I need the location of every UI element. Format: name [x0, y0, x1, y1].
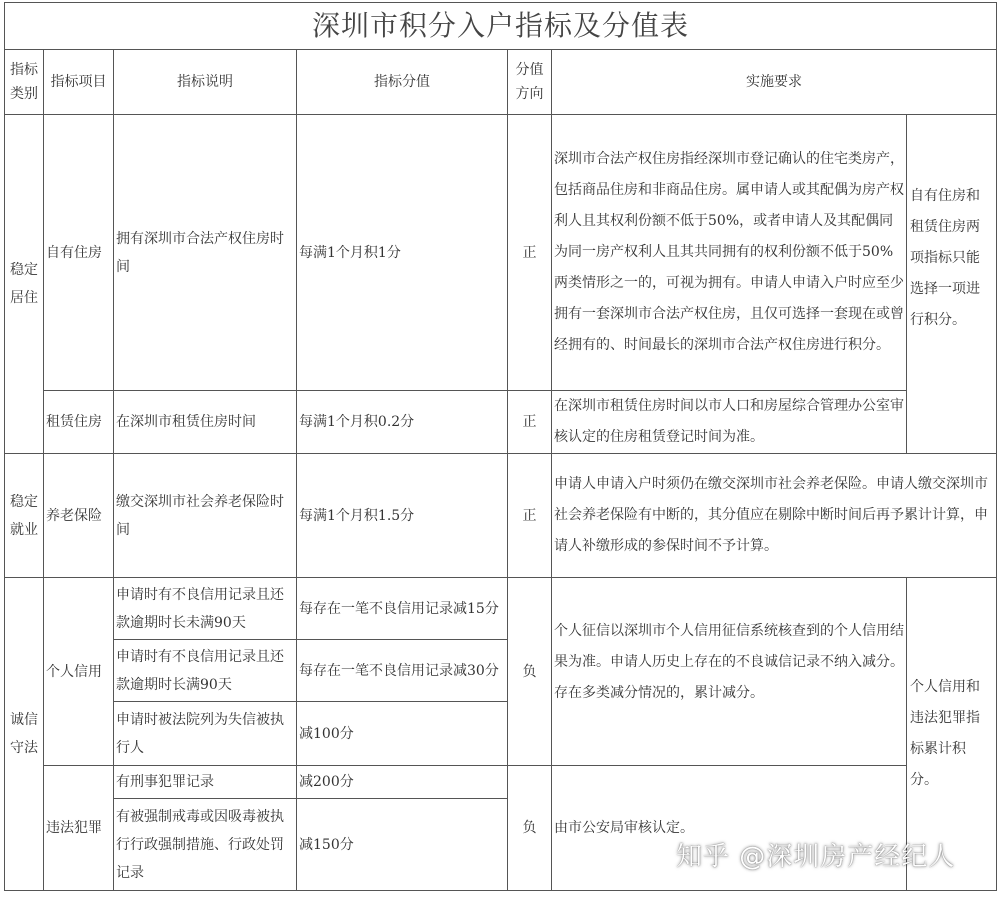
score-cell: 减100分 [297, 702, 508, 766]
score-table-sheet [4, 2, 996, 891]
header-description: 指标说明 [114, 50, 297, 115]
requirement-cell: 由市公安局审核认定。 [552, 766, 907, 891]
description-cell: 申请时有不良信用记录且还款逾期时长未满90天 [114, 578, 297, 640]
header-requirement: 实施要求 [552, 50, 997, 115]
description-cell: 有被强制戒毒或因吸毒被执行行政强制措施、行政处罚记录 [114, 799, 297, 891]
watermark-text: 知乎 @深圳房产经纪人 [676, 842, 956, 872]
table-row [5, 766, 997, 799]
requirement-cell: 申请人申请入户时须仍在缴交深圳市社会养老保险。申请人缴交深圳市社会养老保险有中断的，其分值应在剔除中断时间后再予累计计算，申请人补缴形成的参保时间不予计算。 [552, 454, 997, 578]
score-cell: 每满1个月积1分 [297, 115, 508, 391]
table-row [5, 578, 997, 640]
direction-cell: 正 [508, 115, 552, 391]
table-row [5, 454, 997, 578]
direction-cell: 负 [508, 766, 552, 891]
requirement-cell: 深圳市合法产权住房指经深圳市登记确认的住宅类房产，包括商品住房和非商品住房。属申请人或其配偶为房产权利人且其权利份额不低于50%，或者申请人及其配偶同为同一房产权利人且其共同拥有的权利份额不低于50%两类情形之一的，可视为拥有。申请人申请入户时应至少拥有一套深圳市合法产权住房，且仅可选择一套现在或曾经拥有的、时间最长的深圳市合法产权住房进行积分。 [552, 115, 907, 391]
page-title: 深圳市积分入户指标及分值表 [5, 3, 997, 50]
table-row [5, 391, 997, 454]
item-cell: 违法犯罪 [44, 766, 114, 891]
score-cell: 减200分 [297, 766, 508, 799]
direction-cell: 正 [508, 391, 552, 454]
item-cell: 养老保险 [44, 454, 114, 578]
description-cell: 在深圳市租赁住房时间 [114, 391, 297, 454]
category-cell: 诚信守法 [5, 578, 44, 891]
requirement-cell: 在深圳市租赁住房时间以市人口和房屋综合管理办公室审核认定的住房租赁登记时间为准。 [552, 391, 907, 454]
description-cell: 缴交深圳市社会养老保险时间 [114, 454, 297, 578]
note-cell: 个人信用和违法犯罪指标累计积分。 [907, 578, 997, 891]
description-cell: 申请时有不良信用记录且还款逾期时长满90天 [114, 640, 297, 702]
header-category: 指标类别 [5, 50, 44, 115]
item-cell: 自有住房 [44, 115, 114, 391]
category-cell: 稳定居住 [5, 115, 44, 454]
note-cell: 自有住房和租赁住房两项指标只能选择一项进行积分。 [907, 115, 997, 454]
requirement-cell: 个人征信以深圳市个人信用征信系统核查到的个人信用结果为准。申请人历史上存在的不良诚信记录不纳入减分。存在多类减分情况的，累计减分。 [552, 578, 907, 766]
title-row [5, 3, 997, 50]
description-cell: 有刑事犯罪记录 [114, 766, 297, 799]
score-cell: 每满1个月积0.2分 [297, 391, 508, 454]
score-cell: 减150分 [297, 799, 508, 891]
direction-cell: 正 [508, 454, 552, 578]
header-direction: 分值方向 [508, 50, 552, 115]
header-item: 指标项目 [44, 50, 114, 115]
item-cell: 租赁住房 [44, 391, 114, 454]
score-table [4, 2, 997, 891]
score-cell: 每满1个月积1.5分 [297, 454, 508, 578]
score-cell: 每存在一笔不良信用记录减15分 [297, 578, 508, 640]
header-score: 指标分值 [297, 50, 508, 115]
direction-cell: 负 [508, 578, 552, 766]
header-row [5, 50, 997, 115]
description-cell: 拥有深圳市合法产权住房时间 [114, 115, 297, 391]
description-cell: 申请时被法院列为失信被执行人 [114, 702, 297, 766]
table-row [5, 115, 997, 391]
item-cell: 个人信用 [44, 578, 114, 766]
score-cell: 每存在一笔不良信用记录减30分 [297, 640, 508, 702]
category-cell: 稳定就业 [5, 454, 44, 578]
